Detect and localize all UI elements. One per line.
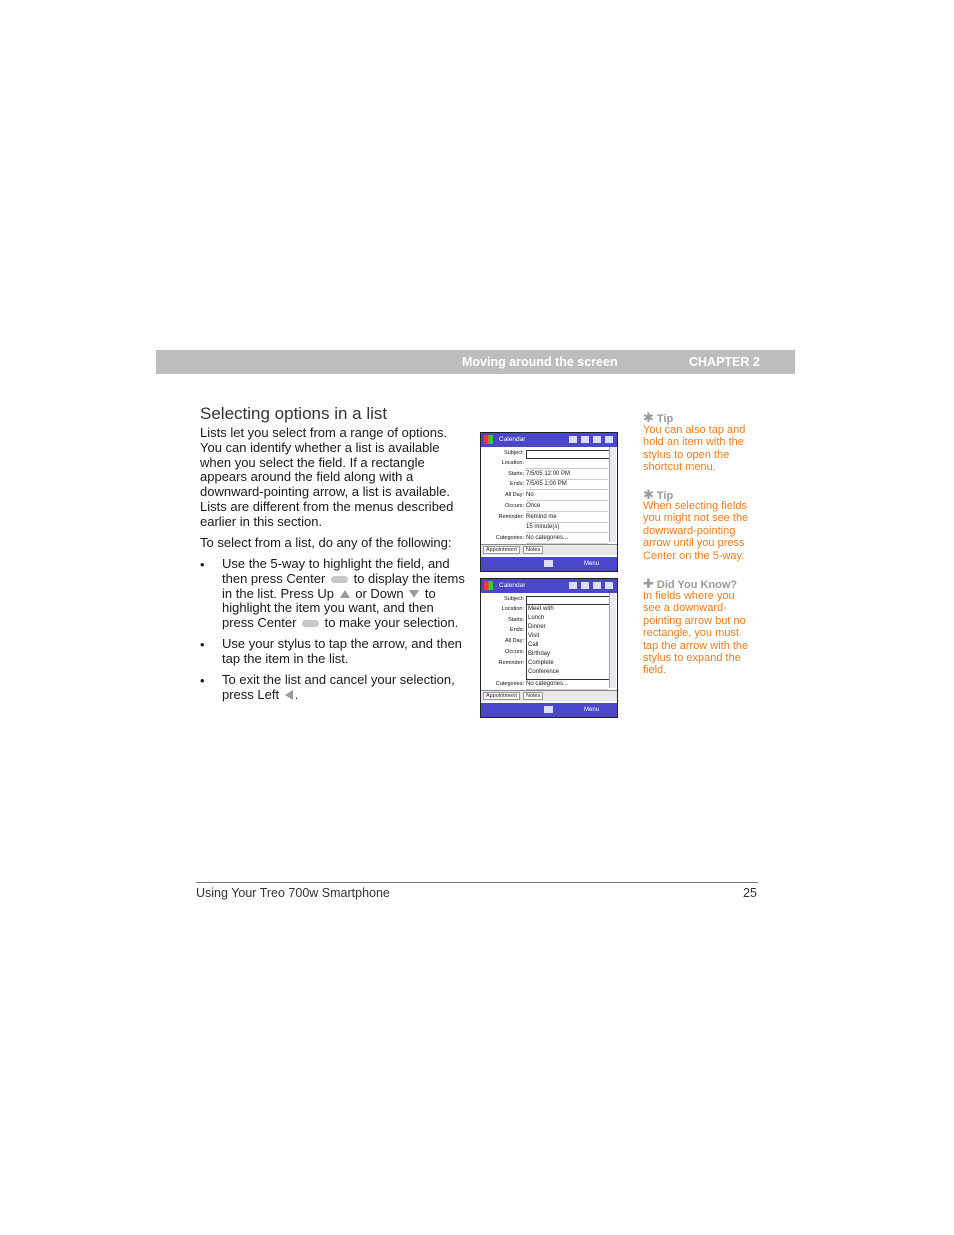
field-label: Occurs: [505, 503, 524, 509]
center-button-icon [302, 620, 319, 627]
calendar-screenshot-1 [480, 432, 618, 572]
list-item[interactable]: Call [528, 642, 539, 648]
intro-paragraph: Lists let you select from a range of options. You can identify whether a list is available when you select the field. If a rectangle appears around the field along with a downward-pointing arrow, a list is available. Lists are different from the menus described earlier in this section. [200, 425, 454, 529]
field-label: Occurs: [505, 649, 524, 655]
left-arrow-icon [285, 690, 293, 700]
phone-bottom-bar [481, 703, 617, 717]
up-arrow-icon [340, 590, 350, 598]
bullet-item-3 [222, 673, 468, 703]
down-arrow-icon [409, 590, 419, 598]
plus-icon: ✚ [643, 576, 654, 591]
field-label: Reminder: [498, 660, 524, 666]
phone-title-bar [481, 433, 617, 447]
menu-button[interactable]: Menu [584, 561, 600, 567]
battery-icon [593, 582, 601, 589]
phone-bottom-bar [481, 557, 617, 571]
field-label: Ends: [509, 627, 524, 633]
field-label: Reminder: [498, 514, 524, 520]
field-label: Starts: [508, 471, 524, 477]
list-item[interactable]: Meet with [528, 606, 554, 612]
center-button-icon [331, 576, 348, 583]
list-item[interactable]: Lunch [528, 615, 545, 621]
subject-field[interactable] [526, 450, 610, 459]
signal-icon [581, 582, 589, 589]
keyboard-icon[interactable] [544, 706, 553, 713]
field-label: Subject: [504, 450, 524, 456]
calendar-screenshot-2 [480, 578, 618, 718]
did-you-know-text: In fields where you see a downward-pointing arrow but no rectangle, you must tap the arrow with the stylus to expand the field. [643, 590, 749, 677]
battery-icon [593, 436, 601, 443]
phone-tab-bar [481, 544, 617, 555]
categories-field[interactable]: No categories... [526, 535, 608, 544]
bullet-1-text-c: or Down [355, 585, 404, 601]
tab-appointment[interactable]: Appointment [483, 546, 520, 554]
ends-field[interactable]: 7/5/05 1:00 PM [526, 481, 608, 490]
header-chapter: CHAPTER 2 [689, 355, 760, 369]
tip-label: Tip [656, 490, 674, 502]
tab-appointment[interactable]: Appointment [483, 692, 520, 700]
field-label: All Day: [505, 638, 524, 644]
footer-divider [196, 882, 758, 883]
phone-title: Calendar [499, 582, 526, 589]
location-field[interactable] [526, 460, 608, 469]
field-label: Categories: [495, 681, 524, 687]
bullet-1-text-e: to make your selection. [324, 615, 459, 631]
bullet-item-1 [222, 557, 468, 631]
keyboard-icon [569, 582, 577, 589]
starts-field[interactable]: 7/5/05 12:00 PM [526, 471, 608, 480]
header-section-title: Moving around the screen [462, 355, 618, 369]
did-you-know-label: Did You Know? [656, 579, 738, 591]
scrollbar[interactable] [609, 593, 616, 688]
page-number: 25 [743, 886, 757, 900]
phone-title-bar [481, 579, 617, 593]
reminder-minutes-field[interactable]: 15 minute(s) [526, 524, 608, 533]
field-label: Location: [501, 606, 524, 612]
list-item[interactable]: Visit [528, 633, 540, 639]
categories-field[interactable]: No categories... [526, 681, 608, 690]
signal-icon [581, 436, 589, 443]
list-item[interactable]: Complete [528, 660, 554, 666]
subject-dropdown-list[interactable] [526, 604, 610, 680]
field-label: Subject: [504, 596, 524, 602]
list-item[interactable]: Birthday [528, 651, 551, 657]
bullet-item-2: Use your stylus to tap the arrow, and then tap the item in the list. [222, 636, 462, 666]
section-heading: Selecting options in a list [200, 404, 388, 423]
list-item[interactable]: Conference [528, 669, 560, 675]
field-label: All Day: [505, 492, 524, 498]
field-label: Ends: [509, 481, 524, 487]
field-label: Categories: [495, 535, 524, 541]
bullet-1-text-d: to highlight the item you want, and then press Center [222, 585, 436, 631]
tab-notes[interactable]: Notes [523, 546, 543, 554]
bullet-dot: • [200, 673, 205, 688]
tip-1-text: You can also tap and hold an item with the stylus to open the shortcut menu. [643, 424, 746, 474]
menu-button[interactable]: Menu [584, 707, 600, 713]
bullet-dot: • [200, 557, 205, 572]
phone-title: Calendar [499, 436, 526, 443]
keyboard-icon[interactable] [544, 560, 553, 567]
instruction-paragraph: To select from a list, do any of the following: [200, 535, 452, 550]
bullet-3-text-a: To exit the list and cancel your selection, press Left [222, 672, 455, 702]
windows-logo-icon [484, 581, 493, 590]
ok-icon [605, 436, 613, 443]
reminder-field[interactable]: Remind me [526, 514, 608, 523]
bullet-1-text-b: to display the items in the list. Press Up [222, 570, 465, 601]
scrollbar[interactable] [609, 447, 616, 542]
field-label: Location: [501, 460, 524, 466]
star-icon: ✱ [643, 410, 654, 425]
bullet-dot: • [200, 637, 205, 652]
footer-title: Using Your Treo 700w Smartphone [196, 886, 390, 900]
bullet-1-text-a: Use the 5-way to highlight the field, and then press Center [222, 556, 450, 586]
windows-logo-icon [484, 435, 493, 444]
allday-field[interactable]: No [526, 492, 608, 501]
phone-tab-bar [481, 690, 617, 701]
tip-label: Tip [656, 413, 674, 425]
star-icon: ✱ [643, 487, 654, 502]
tab-notes[interactable]: Notes [523, 692, 543, 700]
tip-2-text: When selecting fields you might not see the downward-pointing arrow until you press Center on the 5-way. [643, 500, 749, 562]
field-label: Starts: [508, 617, 524, 623]
occurs-field[interactable]: Once [526, 503, 608, 512]
list-item[interactable]: Dinner [528, 624, 546, 630]
bullet-3-text-b: . [294, 686, 299, 702]
ok-icon [605, 582, 613, 589]
keyboard-icon [569, 436, 577, 443]
